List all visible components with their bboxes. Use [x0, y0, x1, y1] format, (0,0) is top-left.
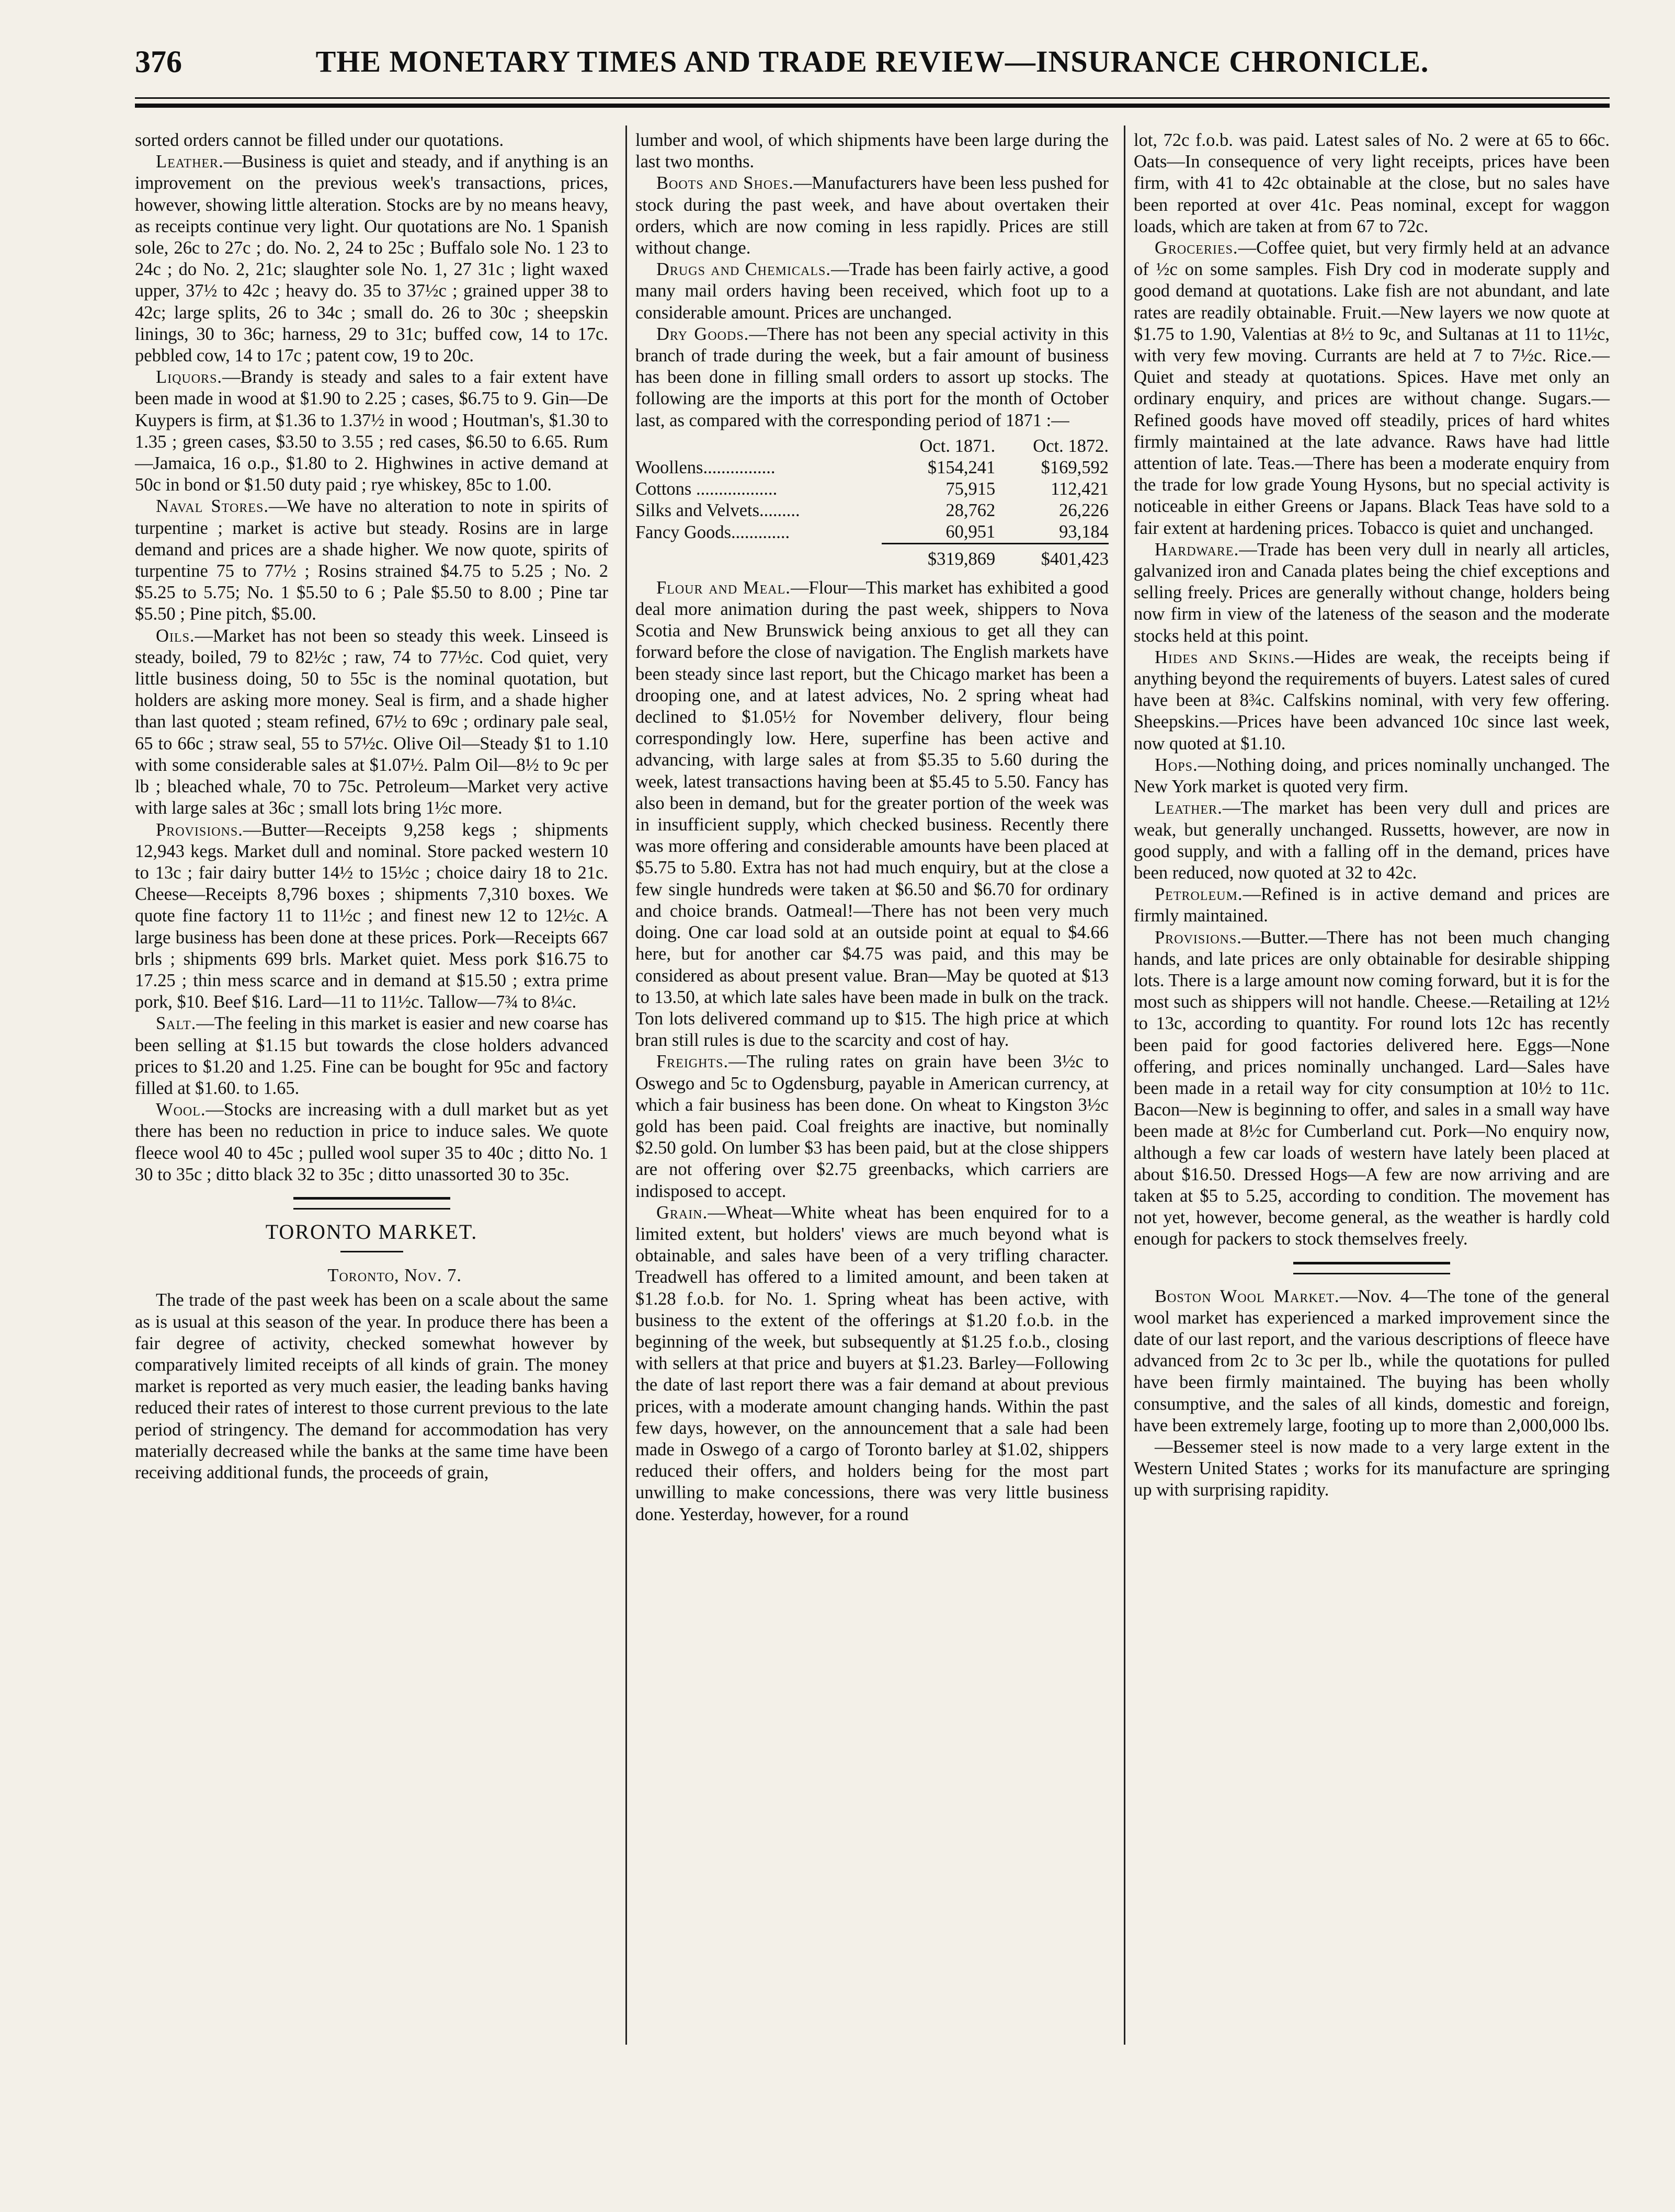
section-ornament-rule — [293, 1197, 450, 1210]
cell: $169,592 — [1041, 457, 1109, 477]
section-head: Provisions. — [1155, 927, 1242, 948]
table-header-row — [635, 436, 1109, 457]
paragraph-petroleum — [1134, 884, 1610, 927]
section-text: —The feeling in this market is easier and new coarse has been selling at $1.15 but towards the close holders advanced prices to $1.20 and 1.25. Fine can be bought for 95c and factory filled at $1.60. to 1.65. — [135, 1013, 608, 1098]
column-2 — [635, 130, 1109, 1525]
section-head: Grain. — [656, 1202, 708, 1223]
paragraph-flour-meal — [635, 577, 1109, 1051]
section-head: Leather. — [156, 152, 224, 172]
column-divider-2 — [1124, 126, 1125, 2045]
table-row — [635, 521, 1109, 544]
table-row — [635, 500, 1109, 521]
paragraph-freights — [635, 1051, 1109, 1202]
section-text: —Butter—Receipts 9,258 kegs ; shipments 12,943 kegs. Market dull and nominal. Store packed western 10 to 13c ; fair dairy butter 14½ to 15½c ; choice dairy 18 to 21c. Cheese—Receipts 8,796 boxes ; shipments 7,310 boxes. We quote fine factory 11 to 11½c ; and finest new 12 to 12½c. A large business has been done at these prices. Pork—Receipts 667 brls ; shipments 699 brls. Market quiet. Mess pork $16.75 to 17.25 ; thin mess scarce and in demand at $15.50 ; extra prime pork, $10. Beef $16. Lard—11 to 11½c. Tallow—7¾ to 8¼c. — [135, 819, 608, 1012]
paragraph: lot, 72c f.o.b. was paid. Latest sales of No. 2 were at 65 to 66c. Oats—In consequence of very light receipts, prices have been firm, with 41 to 42c obtainable at the close, but no sales have been reported at over 41c. Peas nominal, except for waggon loads, which are taken at from 67 to 72c. — [1134, 130, 1610, 236]
section-head: Naval Stores. — [156, 496, 269, 517]
short-rule — [340, 1251, 403, 1252]
paragraph-hides-skins — [1134, 647, 1610, 755]
paragraph-bessemer: —Bessemer steel is now made to a very large extent in the Western United States ; works for its manufacture are springing up with surprising rapidity. — [1134, 1436, 1610, 1500]
cell: $154,241 — [927, 457, 996, 477]
section-text: —Brandy is steady and sales to a fair extent have been made in wood at $1.90 to 2.25 ; cases, $6.75 to 9. Gin—De Kuypers is firm, at $1.36 to 1.37½ in wood ; Houtman's, $1.30 to 1.35 ; green cases, $3.50 to 3.55 ; red cases, $6.50 to 6.65. Rum—Jamaica, 16 o.p., $1.80 to 2. Highwines in active demand at 50c in bond or $1.50 duty paid ; rye whiskey, 85c to 1.00. — [135, 367, 608, 495]
section-head: Oils. — [156, 625, 195, 646]
section-text: —We have no alteration to note in spirits of turpentine ; market is active but steady. Rosins are in large demand and prices are a shade higher. We now quote, spirits of turpentine 75 to 77½ ; Rosins strained $4.75 to 5.25 ; No. 2 $5.25 to 5.75; No. 1 $5.50 to 6 ; Pale $5.50 to 8.00 ; Pine tar $5.50 ; Pine pitch, $5.00. — [135, 496, 608, 624]
cell: 75,915 — [945, 478, 996, 499]
section-head: Drugs and Chemicals. — [656, 259, 831, 280]
row-label: Silks and Velvets......... — [635, 500, 800, 520]
paragraph-dry-goods — [635, 324, 1109, 431]
section-text: —There has not been any special activity in this branch of trade during the week, but a fair amount of business has been done in filling small orders to assort up stocks. The following are the imports at this port for the month of October last, as compared with the corresponding period of 1871 :— — [635, 324, 1109, 430]
paragraph-toronto: The trade of the past week has been on a scale about the same as is usual at this season of the year. In produce there has been a fair degree of activity, checked somewhat however by comparatively limited receipts of all kinds of grain. The money market is reported as very much easier, the leading banks having reduced their rates of interest to those current previous to the late period of stringency. The demand for accommodation has very materially decreased while the banks at the same time have been receiving additional funds, the proceeds of grain, — [135, 1290, 608, 1483]
section-head: Hops. — [1155, 755, 1198, 775]
paragraph-boston-wool — [1134, 1286, 1610, 1436]
section-text: —Manufacturers have been less pushed for stock during the past week, and have about overtaken their orders, which are now coming in less rapidly. Prices are still without change. — [635, 173, 1109, 258]
section-head: Petroleum. — [1155, 884, 1243, 905]
section-text: —Hides are weak, the receipts being if anything beyond the requirements of buyers. Latest sales of cured have been at 8¾c. Calfskins nominal, with very few offering. Sheepskins.—Prices have been advanced 10c since last week, now quoted at $1.10. — [1134, 647, 1610, 754]
column-header: Oct. 1871. — [919, 436, 996, 456]
section-text: —Trade has been fairly active, a good many mail orders having been received, which foot up to a considerable amount. Prices are unchanged. — [635, 259, 1109, 323]
total-cell: $319,869 — [882, 543, 995, 570]
column-divider-1 — [625, 126, 627, 2045]
paragraph-leather — [1134, 797, 1610, 884]
section-head: Provisions. — [156, 819, 243, 840]
section-head: Freights. — [656, 1052, 729, 1072]
section-head: Hides and Skins. — [1155, 647, 1295, 667]
section-text: —Refined is in active demand and prices are firmly maintained. — [1134, 884, 1610, 926]
row-label: Cottons .................. — [635, 478, 778, 499]
section-text: —Trade has been very dull in nearly all articles, galvanized iron and Canada plates being the chief exceptions and selling freely. Prices are generally without change, holders being now firm in view of the lateness of the season and the moderate stocks held at this point. — [1134, 539, 1610, 646]
section-text: —The market has been very dull and prices are weak, but generally unchanged. Russetts, however, are now in good supply, and with a falling off in the demand, prices have been reduced, now quoted at 32 to 42c. — [1134, 798, 1610, 883]
section-text: —The ruling rates on grain have been 3½c to Oswego and 5c to Ogdensburg, payable in American currency, at which a fair business has been done. On wheat to Kingston 3½c gold has been paid. Coal freights are inactive, but nominally $2.50 gold. On lumber $3 has been paid, but at the close shippers are not offering over $2.75 greenbacks, which carriers are indisposed to accept. — [635, 1052, 1109, 1201]
section-text: —Butter.—There has not been much changing hands, and late prices are only obtainable for desirable shipping lots. There is a large amount now coming forward, but it is for the most such as shippers will not handle. Cheese.—Retailing at 12½ to 13c, according to quantity. For round lots 12c has recently been paid for good factories delivered here. Eggs—None offering, and prices nominally unchanged. Lard—Sales have been made in a retail way for city consumption at 10½ to 11c. Bacon—New is beginning to offer, and sales in a small way have been made at 8½c for Cumberland cut. Pork—No enquiry now, although a few car loads of western have lately been placed at about $16.50. Dressed Hogs—A few are now arriving and are taken at $5 to 5.25, according to condition. The movement has not yet, however, become general, as the weather is hardly cold enough for packers to stock themselves freely. — [1134, 927, 1610, 1249]
section-head: Dry Goods. — [656, 324, 749, 344]
section-text: —Nov. 4—The tone of the general wool market has experienced a marked improvement since the date of our last report, and the various descriptions of fleece have advanced from 2c to 3c per lb., while the quotations for pulled have been firmly maintained. The buying has been wholly consumptive, and the sales of all kinds, domestic and foreign, have been extremely large, footing up to more than 2,000,000 lbs. — [1134, 1286, 1610, 1435]
paragraph-salt — [135, 1013, 608, 1099]
cell: 28,762 — [945, 500, 996, 520]
header-rule-thin — [135, 97, 1610, 99]
row-label: Woollens................ — [635, 457, 776, 477]
table-row — [635, 478, 1109, 500]
table-row — [635, 457, 1109, 478]
paragraph-liquors — [135, 367, 608, 496]
section-text: —Stocks are increasing with a dull market but as yet there has been no reduction in price to induce sales. We quote fleece wool 40 to 45c ; pulled wool super 35 to 40c ; ditto No. 1 30 to 35c ; ditto black 32 to 35c ; ditto unassorted 30 to 35c. — [135, 1100, 608, 1184]
column-header: Oct. 1872. — [1033, 436, 1109, 456]
section-head: Flour and Meal. — [656, 577, 791, 598]
page-header — [135, 41, 1610, 91]
paragraph-oils — [135, 625, 608, 819]
cell: 60,951 — [945, 521, 996, 542]
section-head: Groceries. — [1155, 238, 1238, 258]
toronto-market-heading: TORONTO MARKET. — [265, 1219, 478, 1244]
section-text: —Market has not been so steady this week. Linseed is steady, boiled, 79 to 82½c ; raw, 74 to 77½c. Cod quiet, very little business doing, 50 to 55c is the nominal quotation, but holders are asking more money. Seal is firm, and a shade higher than last quoted ; steam refined, 67½ to 69c ; ordinary pale seal, 65 to 66c ; straw seal, 55 to 57½c. Olive Oil—Steady $1 to 1.10 with some considerable sales at $1.07½. Palm Oil—8½ to 9c per lb ; bleached whale, 70 to 75c. Petroleum—Market very active with large sales at 36c ; small lots bring 1½c more. — [135, 625, 608, 818]
section-head: Leather. — [1155, 798, 1223, 818]
paragraph: lumber and wool, of which shipments have been large during the last two months. — [635, 130, 1109, 172]
section-text: —Business is quiet and steady, and if anything is an improvement on the previous week's transactions, prices, however, showing little alteration. Stocks are by no means heavy, as receipts continue very light. Our quotations are No. 1 Spanish sole, 26c to 27c ; do. No. 2, 24 to 25c ; Buffalo sole No. 1 23 to 24c ; do No. 2, 21c; slaughter sole No. 1, 27 31c ; light waxed upper, 37½ to 42c ; heavy do. 35 to 37½c ; grained upper 38 to 42c; large splits, 26 to 34c ; small do. 26 to 30c ; sheepskin linings, 30 to 36c; harness, 29 to 31c; buffed cow, 14 to 17c. pebbled cow, 14 to 17c ; patent cow, 19 to 20c. — [135, 152, 608, 366]
paragraph-leather — [135, 151, 608, 367]
paragraph-groceries — [1134, 237, 1610, 539]
page-number: 376 — [135, 44, 182, 79]
section-ornament-rule — [1293, 1262, 1450, 1274]
section-head: Boots and Shoes. — [656, 173, 794, 193]
table-total-row — [635, 543, 1109, 570]
section-text: —Flour—This market has exhibited a good deal more animation during the past week, shippers to Nova Scotia and New Brunswick being anxious to get all they can forward before the close of navigation. The English markets have been steady since last report, but the Chicago market has been a drooping one, and at latest advices, No. 2 spring wheat had declined to $1.05½ for November delivery, flour being correspondingly low. Here, superfine has been active and advancing, with large sales at from $5.35 to 5.60 during the week, latest transactions having been at $5.45 to 5.50. Fancy has also been in demand, but for the greater portion of the week was in insufficient supply, which checked business. Recently there was more offering and considerable amounts have been placed at $5.75 to 5.80. Extra has not had much enquiry, but at the close a few single hundreds were taken at $6.50 and $6.70 for ordinary and choice brands. Oatmeal!—There has not been very much doing. One car load sold at an outside point at equal to $4.66 here, but for another car $4.75 was paid, and this may be considered as about present value. Bran—May be quoted at $13 to 13.50, at which late sales have been made in bulk on the track. Ton lots delivered command up to $15. The high price at which bran still rules is due to the scarcity and cost of hay. — [635, 577, 1109, 1051]
paragraph-boots-shoes — [635, 173, 1109, 259]
section-text: —Wheat—White wheat has been enquired for to a limited extent, but holders' views are much beyond what is obtainable, and sales have been of a very trifling character. Treadwell has offered to a limited amount, and been taken at $1.28 f.o.b. for No. 1. Spring wheat has been active, with business to the extent of the offerings at $1.20 f.o.b. in the beginning of the week, but subsequently at $1.25 f.o.b., closing with sellers at that price and buyers at $1.23. Barley—Following the date of last report there was a fair demand at about previous prices, with a moderate amount changing hands. Within the past few days, however, on the announcement that a sale had been made in Oswego of a cargo of Toronto barley at $1.02, shippers reduced their offers, and holders being for the most part unwilling to make concessions, there was very little business done. Yesterday, however, for a round — [635, 1202, 1109, 1524]
total-cell: $401,423 — [995, 543, 1109, 570]
section-head: Boston Wool Market. — [1155, 1286, 1340, 1306]
section-head: Wool. — [156, 1100, 206, 1120]
paragraph-hops — [1134, 755, 1610, 797]
column-1 — [135, 130, 608, 1484]
paragraph-grain — [635, 1202, 1109, 1525]
paragraph-hardware — [1134, 539, 1610, 647]
paragraph: sorted orders cannot be filled under our quotations. — [135, 130, 504, 150]
section-text: —Coffee quiet, but very firmly held at an advance of ½c on some samples. Fish Dry cod in moderate supply and good demand at quotations. Lake fish are not abundant, and late rates are readily obtainable. Fruit.—New layers we now quote at $1.75 to 1.90, Valentias at 8½ to 9c, and Sultanas at 11 to 11½c, with very few moving. Currants are held at 7 to 7½c. Rice.—Quiet and steady at quotations. Spices. Have met only an ordinary enquiry, and prices are without change. Sugars.—Refined goods have moved off steadily, prices of hard whites firmly maintained at the late advance. Raws have had little attention of late. Teas.—There has been a moderate enquiry from the trade for low grade Young Hysons, but no special activity is noticeable in either Greens or Japans. Black Teas have sold to a fair extent at hardening prices. Tobacco is quiet and unchanged. — [1134, 238, 1610, 538]
paragraph-drugs — [635, 259, 1109, 324]
header-rule-thick — [135, 104, 1610, 108]
running-title: THE MONETARY TIMES AND TRADE REVIEW—INSURANCE CHRONICLE. — [315, 44, 1429, 78]
section-text: —Nothing doing, and prices nominally unchanged. The New York market is quoted very firm. — [1134, 755, 1610, 797]
section-head: Salt. — [156, 1013, 197, 1034]
section-head: Liquors. — [156, 367, 223, 387]
cell: 93,184 — [1059, 521, 1109, 542]
dateline: Toronto, Nov. 7. — [327, 1265, 462, 1286]
section-head: Hardware. — [1155, 539, 1239, 560]
paragraph-wool — [135, 1099, 608, 1185]
cell: 26,226 — [1059, 500, 1109, 520]
row-label: Fancy Goods............. — [635, 522, 790, 542]
column-3 — [1134, 130, 1610, 1501]
paragraph-naval-stores — [135, 496, 608, 625]
imports-table — [635, 436, 1109, 570]
paragraph-provisions — [135, 819, 608, 1013]
paragraph-provisions — [1134, 927, 1610, 1250]
cell: 112,421 — [1051, 478, 1109, 499]
